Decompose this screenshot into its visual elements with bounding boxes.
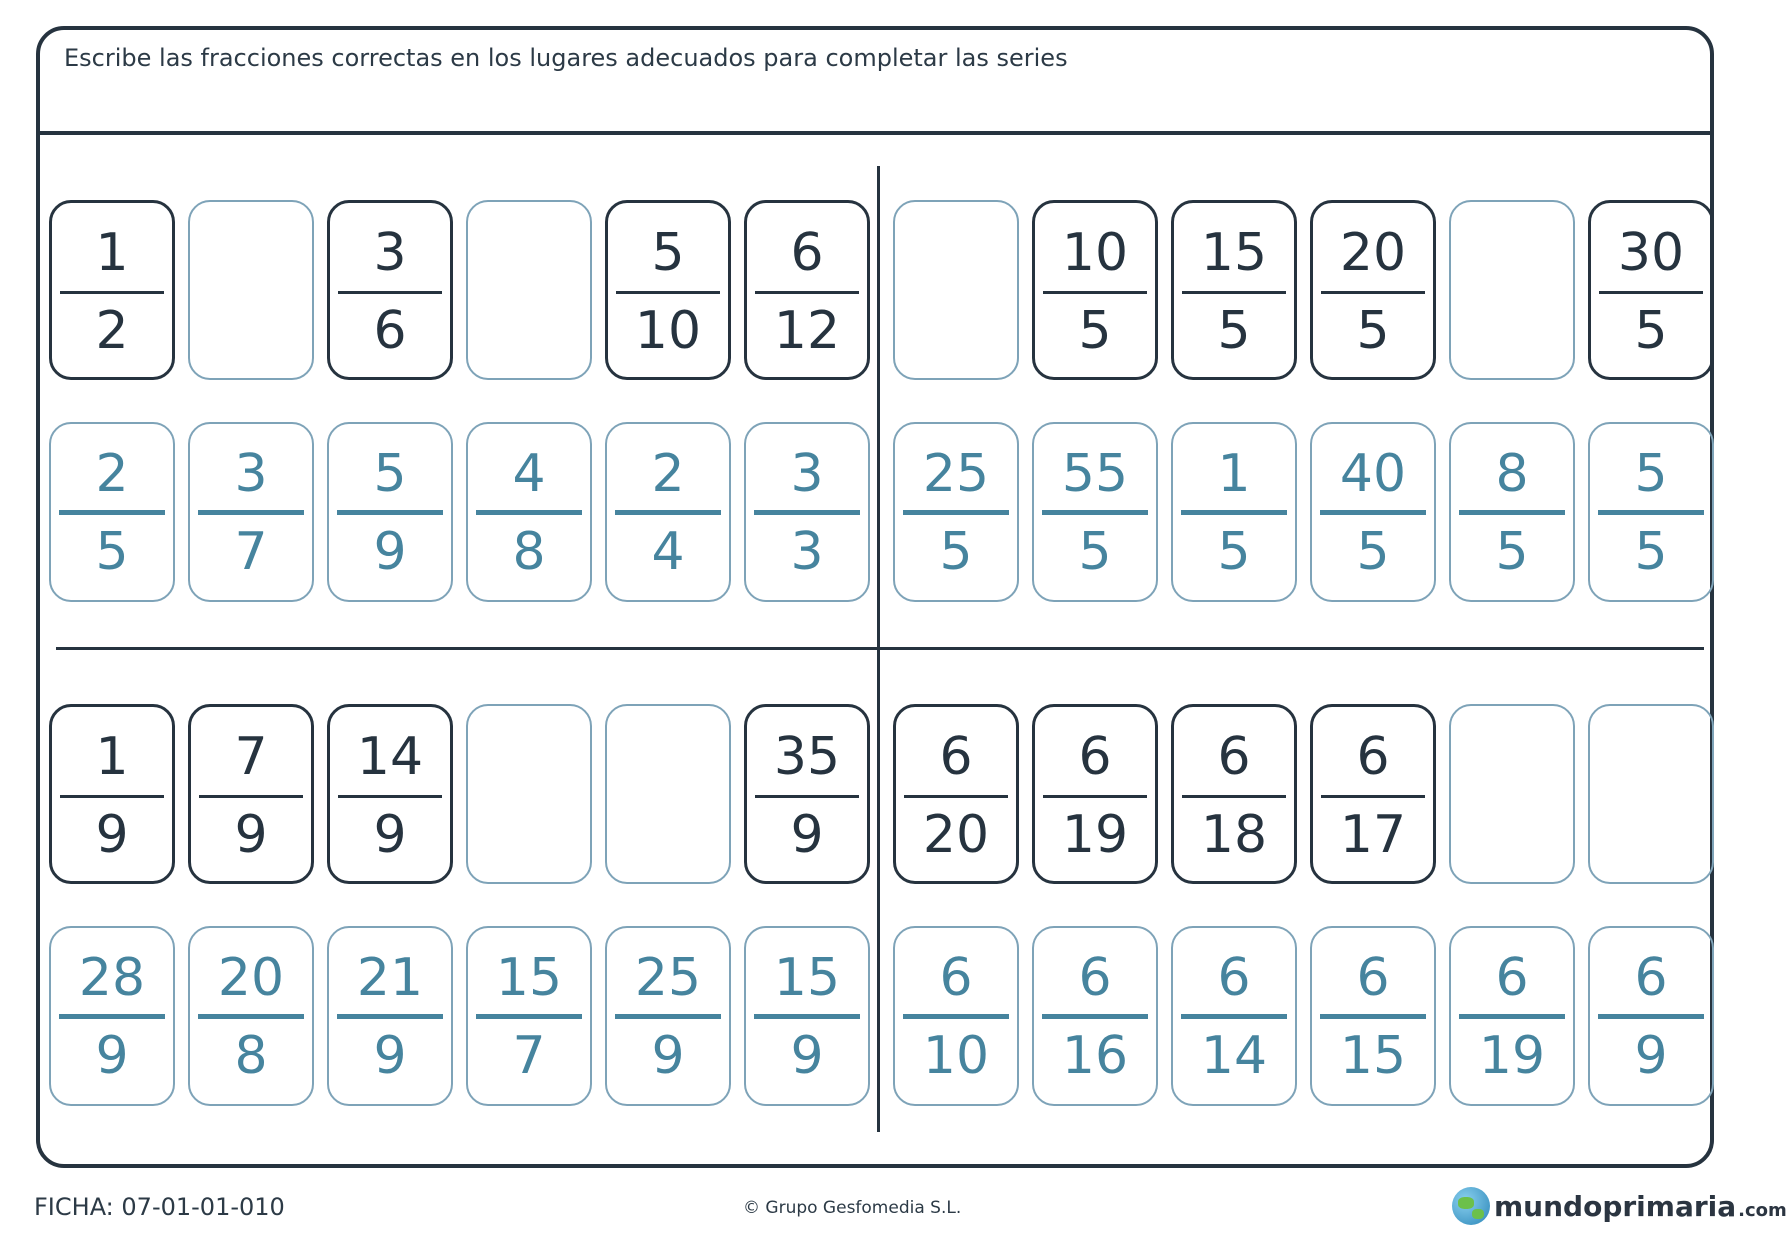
denominator: 5 xyxy=(1078,301,1112,361)
fraction-bar xyxy=(199,795,303,798)
denominator: 4 xyxy=(651,522,685,582)
numerator: 6 xyxy=(1217,948,1251,1008)
fraction-bar xyxy=(198,1014,304,1019)
option-fraction-card[interactable] xyxy=(188,422,314,602)
option-fraction-card[interactable] xyxy=(466,926,592,1106)
numerator: 5 xyxy=(373,444,407,504)
denominator: 9 xyxy=(373,522,407,582)
denominator: 17 xyxy=(1339,805,1407,865)
logo-name: mundoprimaria xyxy=(1494,1189,1737,1223)
numerator: 15 xyxy=(1200,223,1268,283)
fraction-bar xyxy=(1182,795,1286,798)
numerator: 3 xyxy=(234,444,268,504)
numerator: 6 xyxy=(1356,727,1390,787)
denominator: 5 xyxy=(1495,522,1529,582)
option-fraction-card[interactable] xyxy=(1310,422,1436,602)
denominator: 9 xyxy=(790,1026,824,1086)
option-fraction-card[interactable] xyxy=(1032,422,1158,602)
numerator: 3 xyxy=(373,223,407,283)
given-fraction-card xyxy=(744,200,870,380)
fraction-bar xyxy=(754,510,860,515)
fraction-bar xyxy=(198,510,304,515)
numerator: 8 xyxy=(1495,444,1529,504)
numerator: 2 xyxy=(95,444,129,504)
header-divider xyxy=(38,131,1712,135)
denominator: 5 xyxy=(1356,301,1390,361)
option-fraction-card[interactable] xyxy=(1171,422,1297,602)
fraction-bar xyxy=(615,1014,721,1019)
option-fraction-card[interactable] xyxy=(327,422,453,602)
fraction-bar xyxy=(1042,510,1148,515)
fraction-bar xyxy=(903,510,1009,515)
option-fraction-card[interactable] xyxy=(1310,926,1436,1106)
option-fraction-card[interactable] xyxy=(1449,422,1575,602)
numerator: 6 xyxy=(1495,948,1529,1008)
fraction-bar xyxy=(338,795,442,798)
fraction-bar xyxy=(1181,1014,1287,1019)
denominator: 9 xyxy=(1634,1026,1668,1086)
given-fraction-card xyxy=(1171,200,1297,380)
denominator: 5 xyxy=(1078,522,1112,582)
numerator: 5 xyxy=(1634,444,1668,504)
fraction-bar xyxy=(1043,795,1147,798)
given-fraction-card xyxy=(744,704,870,884)
given-fraction-card xyxy=(1588,200,1714,380)
given-fraction-card xyxy=(1310,704,1436,884)
given-fraction-card xyxy=(1032,200,1158,380)
fraction-bar xyxy=(59,1014,165,1019)
fraction-bar xyxy=(338,291,442,294)
fraction-bar xyxy=(1598,1014,1704,1019)
globe-icon xyxy=(1452,1187,1490,1225)
denominator: 9 xyxy=(95,805,129,865)
fraction-bar xyxy=(476,510,582,515)
fraction-bar xyxy=(59,510,165,515)
denominator: 5 xyxy=(1217,301,1251,361)
fraction-bar xyxy=(337,1014,443,1019)
fraction-bar xyxy=(1598,510,1704,515)
fraction-bar xyxy=(616,291,720,294)
denominator: 8 xyxy=(234,1026,268,1086)
denominator: 3 xyxy=(790,522,824,582)
option-fraction-card[interactable] xyxy=(327,926,453,1106)
denominator: 2 xyxy=(95,301,129,361)
option-fraction-card[interactable] xyxy=(49,422,175,602)
denominator: 15 xyxy=(1339,1026,1407,1086)
answer-slot[interactable] xyxy=(466,200,592,380)
numerator: 21 xyxy=(356,948,424,1008)
given-fraction-card xyxy=(1032,704,1158,884)
fraction-bar xyxy=(60,795,164,798)
numerator: 6 xyxy=(1356,948,1390,1008)
given-fraction-card xyxy=(893,704,1019,884)
denominator: 5 xyxy=(1634,301,1668,361)
numerator: 2 xyxy=(651,444,685,504)
numerator: 20 xyxy=(217,948,285,1008)
given-fraction-card xyxy=(605,200,731,380)
numerator: 28 xyxy=(78,948,146,1008)
numerator: 6 xyxy=(1634,948,1668,1008)
numerator: 6 xyxy=(790,223,824,283)
option-fraction-card[interactable] xyxy=(893,422,1019,602)
logo-tld: .com xyxy=(1738,1199,1787,1221)
denominator: 10 xyxy=(922,1026,990,1086)
numerator: 6 xyxy=(939,727,973,787)
fraction-bar xyxy=(1320,1014,1426,1019)
given-fraction-card xyxy=(1171,704,1297,884)
denominator: 9 xyxy=(651,1026,685,1086)
option-fraction-card[interactable] xyxy=(605,422,731,602)
answer-slot[interactable] xyxy=(605,704,731,884)
denominator: 19 xyxy=(1061,805,1129,865)
numerator: 6 xyxy=(1078,727,1112,787)
option-fraction-card[interactable] xyxy=(1171,926,1297,1106)
numerator: 55 xyxy=(1061,444,1129,504)
given-fraction-card xyxy=(1310,200,1436,380)
numerator: 5 xyxy=(651,223,685,283)
given-fraction-card xyxy=(49,704,175,884)
given-fraction-card xyxy=(49,200,175,380)
numerator: 1 xyxy=(1217,444,1251,504)
numerator: 15 xyxy=(495,948,563,1008)
numerator: 35 xyxy=(773,727,841,787)
numerator: 14 xyxy=(356,727,424,787)
option-fraction-card[interactable] xyxy=(188,926,314,1106)
fraction-bar xyxy=(1459,510,1565,515)
denominator: 16 xyxy=(1061,1026,1129,1086)
mundoprimaria-logo[interactable] xyxy=(1452,1187,1787,1225)
numerator: 15 xyxy=(773,948,841,1008)
answer-slot[interactable] xyxy=(466,704,592,884)
fraction-bar xyxy=(1459,1014,1565,1019)
horizontal-divider xyxy=(56,647,1704,650)
denominator: 20 xyxy=(922,805,990,865)
given-fraction-card xyxy=(327,200,453,380)
fraction-bar xyxy=(1321,291,1425,294)
denominator: 9 xyxy=(373,1026,407,1086)
denominator: 9 xyxy=(95,1026,129,1086)
denominator: 14 xyxy=(1200,1026,1268,1086)
answer-slot[interactable] xyxy=(1588,704,1714,884)
numerator: 1 xyxy=(95,727,129,787)
numerator: 25 xyxy=(634,948,702,1008)
given-fraction-card xyxy=(327,704,453,884)
fraction-bar xyxy=(1181,510,1287,515)
fraction-bar xyxy=(1042,1014,1148,1019)
denominator: 6 xyxy=(373,301,407,361)
option-fraction-card[interactable] xyxy=(893,926,1019,1106)
denominator: 8 xyxy=(512,522,546,582)
numerator: 25 xyxy=(922,444,990,504)
answer-slot[interactable] xyxy=(188,200,314,380)
denominator: 9 xyxy=(234,805,268,865)
option-fraction-card[interactable] xyxy=(1588,926,1714,1106)
denominator: 9 xyxy=(790,805,824,865)
numerator: 4 xyxy=(512,444,546,504)
option-fraction-card[interactable] xyxy=(744,422,870,602)
numerator: 1 xyxy=(95,223,129,283)
numerator: 10 xyxy=(1061,223,1129,283)
denominator: 5 xyxy=(1217,522,1251,582)
option-fraction-card[interactable] xyxy=(744,926,870,1106)
denominator: 18 xyxy=(1200,805,1268,865)
denominator: 19 xyxy=(1478,1026,1546,1086)
denominator: 7 xyxy=(512,1026,546,1086)
denominator: 5 xyxy=(1356,522,1390,582)
fraction-bar xyxy=(755,291,859,294)
given-fraction-card xyxy=(188,704,314,884)
fraction-bar xyxy=(1320,510,1426,515)
option-fraction-card[interactable] xyxy=(466,422,592,602)
denominator: 9 xyxy=(373,805,407,865)
fraction-bar xyxy=(904,795,1008,798)
numerator: 30 xyxy=(1617,223,1685,283)
answer-slot[interactable] xyxy=(1449,704,1575,884)
denominator: 5 xyxy=(95,522,129,582)
fraction-bar xyxy=(1599,291,1703,294)
fraction-bar xyxy=(615,510,721,515)
denominator: 10 xyxy=(634,301,702,361)
fraction-bar xyxy=(337,510,443,515)
numerator: 6 xyxy=(939,948,973,1008)
fraction-bar xyxy=(903,1014,1009,1019)
numerator: 20 xyxy=(1339,223,1407,283)
fraction-bar xyxy=(1043,291,1147,294)
numerator: 40 xyxy=(1339,444,1407,504)
option-fraction-card[interactable] xyxy=(1449,926,1575,1106)
option-fraction-card[interactable] xyxy=(605,926,731,1106)
fraction-bar xyxy=(1321,795,1425,798)
denominator: 5 xyxy=(1634,522,1668,582)
numerator: 6 xyxy=(1217,727,1251,787)
answer-slot[interactable] xyxy=(893,200,1019,380)
numerator: 7 xyxy=(234,727,268,787)
option-fraction-card[interactable] xyxy=(49,926,175,1106)
denominator: 5 xyxy=(939,522,973,582)
option-fraction-card[interactable] xyxy=(1588,422,1714,602)
numerator: 6 xyxy=(1078,948,1112,1008)
fraction-bar xyxy=(476,1014,582,1019)
copyright-text: © Grupo Gesfomedia S.L. xyxy=(743,1198,962,1218)
fraction-bar xyxy=(1182,291,1286,294)
fraction-bar xyxy=(755,795,859,798)
answer-slot[interactable] xyxy=(1449,200,1575,380)
option-fraction-card[interactable] xyxy=(1032,926,1158,1106)
ficha-code: FICHA: 07-01-01-010 xyxy=(34,1193,285,1221)
denominator: 7 xyxy=(234,522,268,582)
fraction-bar xyxy=(60,291,164,294)
denominator: 12 xyxy=(773,301,841,361)
instruction-text: Escribe las fracciones correctas en los lugares adecuados para completar las series xyxy=(64,44,1068,72)
fraction-bar xyxy=(754,1014,860,1019)
numerator: 3 xyxy=(790,444,824,504)
